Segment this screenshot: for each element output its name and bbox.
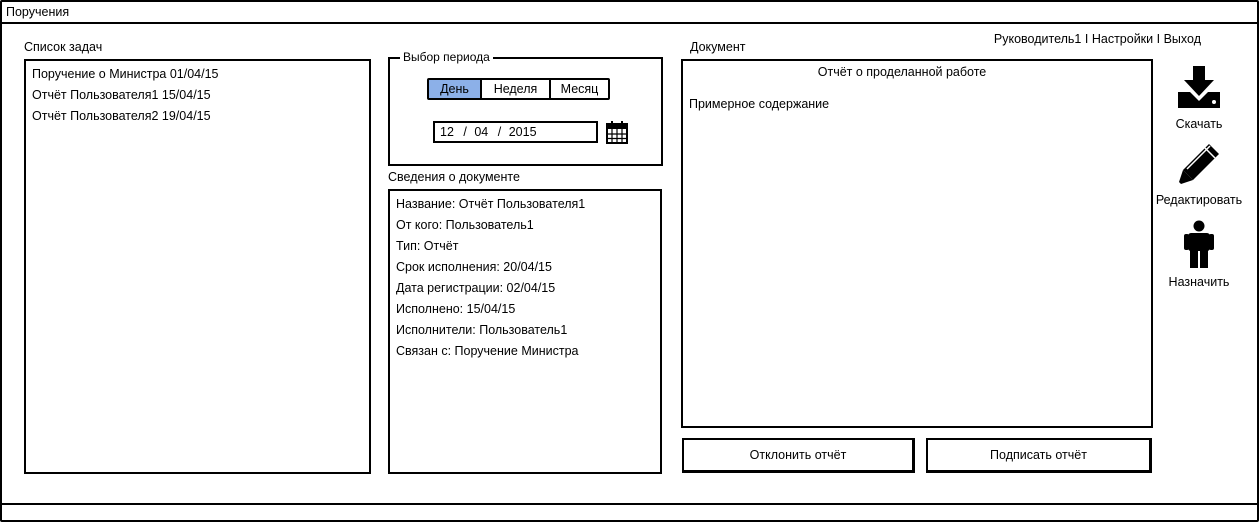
- list-item[interactable]: Поручение о Министра 01/04/15: [32, 67, 219, 81]
- nav-separator: I: [1156, 32, 1161, 46]
- edit-label: Редактировать: [1155, 193, 1243, 207]
- document-title: Отчёт о проделанной работе: [817, 65, 987, 79]
- period-fieldset: [388, 50, 663, 166]
- edit-action[interactable]: [1155, 142, 1243, 207]
- info-row: Срок исполнения: 20/04/15: [396, 260, 552, 274]
- status-bar-divider: [2, 503, 1257, 505]
- list-item[interactable]: Отчёт Пользователя2 19/04/15: [32, 109, 211, 123]
- info-row: Связан с: Поручение Министра: [396, 344, 579, 358]
- date-year: 2015: [508, 125, 537, 139]
- doc-info-label: Сведения о документе: [388, 170, 520, 184]
- task-list-label: Список задач: [24, 40, 103, 54]
- pencil-icon: [1177, 142, 1221, 189]
- nav-separator: I: [1084, 32, 1089, 46]
- assign-label: Назначить: [1168, 275, 1230, 289]
- calendar-icon[interactable]: [606, 120, 628, 147]
- info-row: Тип: Отчёт: [396, 239, 459, 253]
- logout-link[interactable]: Выход: [1163, 32, 1201, 46]
- date-month: 04: [474, 125, 489, 139]
- task-list[interactable]: [24, 59, 371, 474]
- period-month-button[interactable]: Месяц: [551, 80, 608, 98]
- doc-info-panel: [388, 189, 662, 474]
- document-body: Примерное содержание: [689, 97, 830, 111]
- reject-report-button[interactable]: Отклонить отчёт: [682, 438, 915, 473]
- period-toggle: [427, 78, 610, 100]
- sign-report-button[interactable]: Подписать отчёт: [926, 438, 1152, 473]
- period-day-button[interactable]: День: [429, 80, 482, 98]
- download-label: Скачать: [1175, 117, 1223, 131]
- assign-action[interactable]: [1163, 220, 1235, 289]
- list-item[interactable]: Отчёт Пользователя1 15/04/15: [32, 88, 211, 102]
- date-separator: /: [497, 125, 502, 139]
- window-title: Поручения: [2, 2, 1257, 24]
- document-viewer[interactable]: [681, 59, 1153, 428]
- info-row: Название: Отчёт Пользователя1: [396, 197, 586, 211]
- settings-link[interactable]: Настройки: [1091, 32, 1154, 46]
- date-separator: /: [463, 125, 467, 139]
- user-link[interactable]: Руководитель1: [993, 32, 1082, 46]
- person-icon: [1182, 220, 1216, 271]
- date-field[interactable]: [433, 121, 598, 143]
- download-icon: [1176, 64, 1222, 113]
- info-row: Исполнители: Пользователь1: [396, 323, 568, 337]
- info-row: Дата регистрации: 02/04/15: [396, 281, 556, 295]
- info-row: Исполнено: 15/04/15: [396, 302, 516, 316]
- period-legend: Выбор периода: [400, 50, 493, 64]
- date-day: 12: [440, 125, 454, 139]
- info-row: От кого: Пользователь1: [396, 218, 534, 232]
- period-week-button[interactable]: Неделя: [482, 80, 551, 98]
- download-action[interactable]: [1163, 64, 1235, 131]
- top-navigation: [994, 32, 1201, 46]
- document-label: Документ: [690, 40, 746, 54]
